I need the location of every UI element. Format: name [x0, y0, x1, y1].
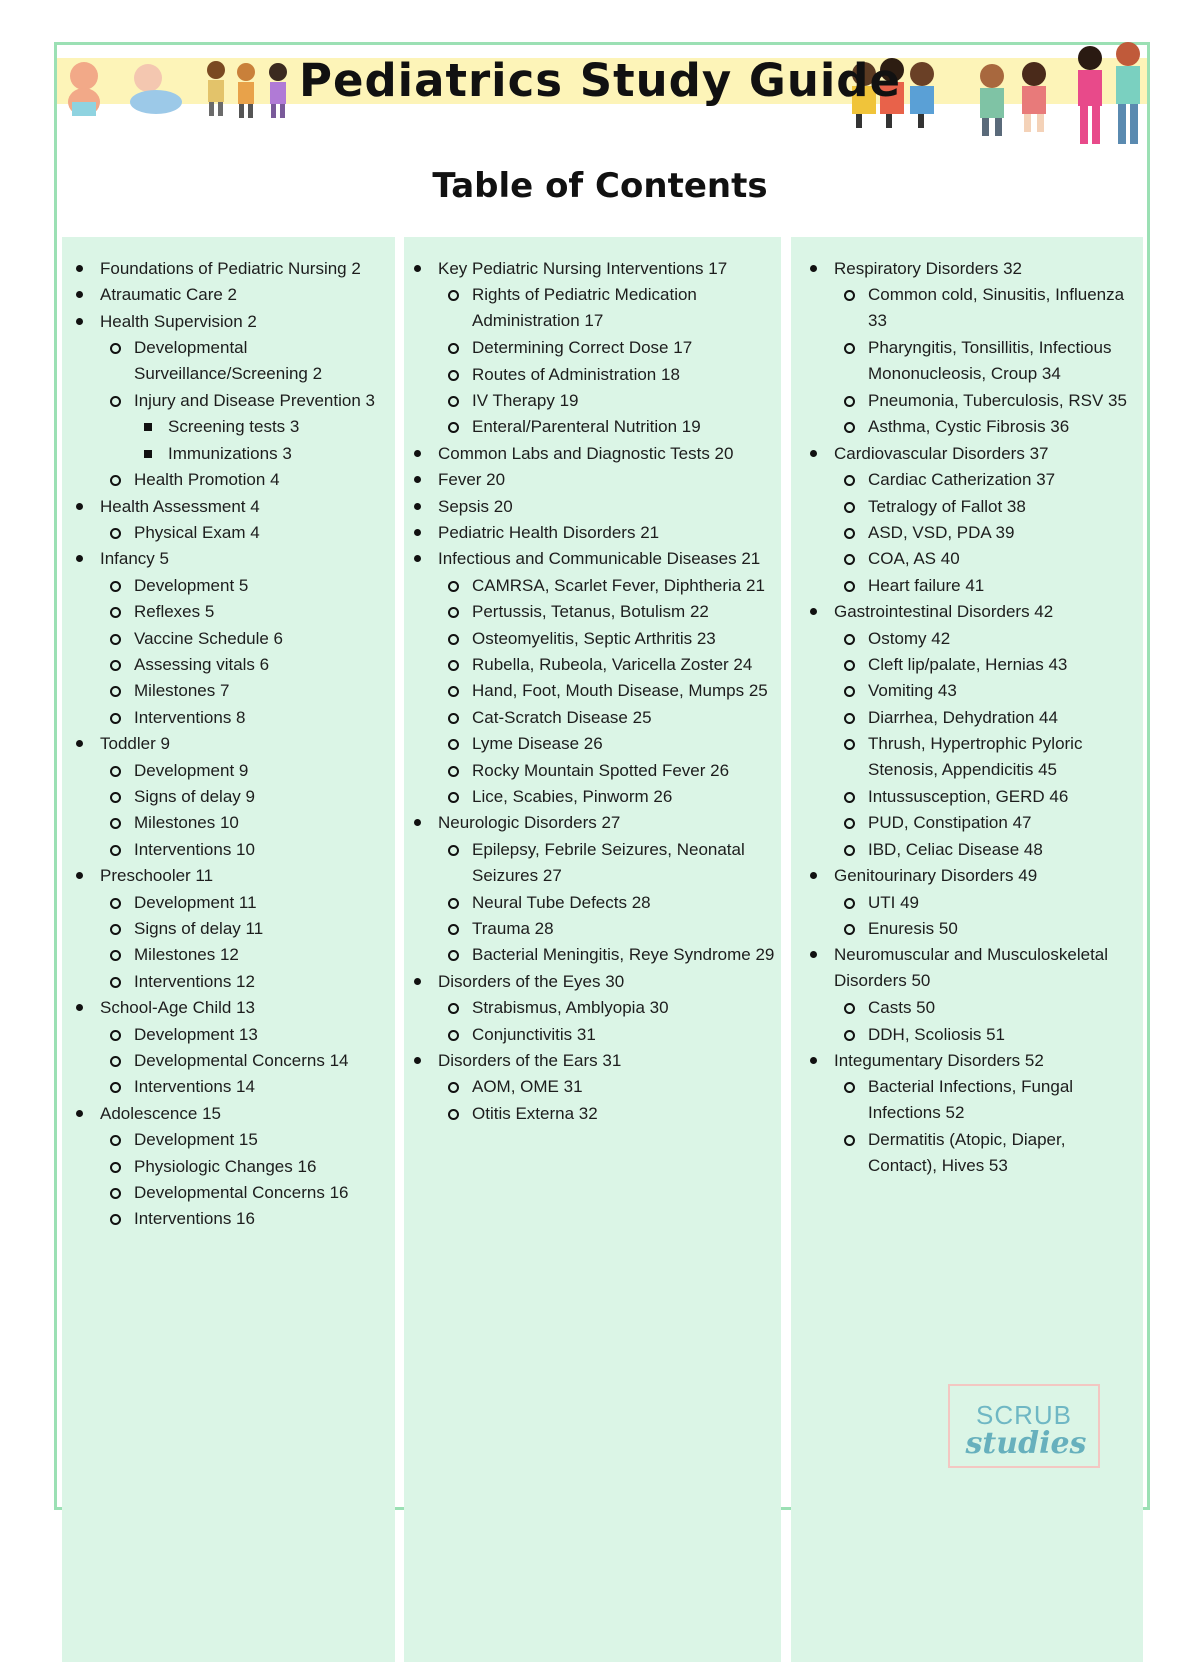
- toc-entry[interactable]: [472, 784, 672, 810]
- toc-entry[interactable]: [100, 863, 213, 889]
- toc-entry-text: Epilepsy, Febrile Seizures, Neonatal: [472, 839, 745, 859]
- toc-entry-text: Rights of Pediatric Medication: [472, 285, 697, 305]
- toc-entry[interactable]: [438, 520, 659, 546]
- toc-entry[interactable]: [472, 758, 729, 784]
- toc-entry[interactable]: [868, 414, 1069, 440]
- toc-entry-text: Development 9: [134, 760, 249, 780]
- toc-entry-text: Reflexes 5: [134, 602, 215, 622]
- toc-entry[interactable]: [168, 414, 299, 440]
- toc-entry-text: Common cold, Sinusitis, Influenza: [868, 285, 1125, 305]
- toc-entry-text: COA, AS 40: [868, 549, 960, 569]
- toc-entry[interactable]: [868, 810, 1031, 836]
- toc-entry-text: Physical Exam 4: [134, 523, 260, 542]
- toc-entry-text: Physiologic Changes 16: [134, 1156, 317, 1176]
- toc-entry[interactable]: [438, 546, 760, 572]
- toc-entry-text: Toddler 9: [100, 734, 170, 754]
- toc-entry[interactable]: [472, 414, 701, 440]
- toc-entry-text: Fever 20: [438, 470, 506, 490]
- toc-entry-text: Lyme Disease 26: [472, 734, 603, 754]
- toc-entry-text: Enuresis 50: [868, 919, 958, 938]
- toc-entry-text-cont: Seizures 27: [472, 865, 562, 885]
- toc-entry-text: Cat-Scratch Disease 25: [472, 707, 652, 727]
- toc-entry[interactable]: [134, 626, 283, 652]
- toc-entry-text: Diarrhea, Dehydration 44: [868, 707, 1058, 727]
- toc-entry-text: Screening tests 3: [168, 417, 300, 437]
- toc-entry-text-cont: Surveillance/Screening 2: [134, 364, 323, 384]
- toc-entry-text: UTI 49: [868, 892, 920, 912]
- logo-line2: studies: [965, 1426, 1087, 1461]
- toc-entry-text: Interventions 14: [134, 1077, 255, 1097]
- toc-entry-text: Atraumatic Care 2: [100, 285, 237, 305]
- toc-entry-text: Casts 50: [868, 998, 936, 1018]
- toc-entry[interactable]: [868, 335, 1111, 387]
- toc-entry[interactable]: [472, 942, 774, 968]
- toc-entry-text: Tetralogy of Fallot 38: [868, 496, 1026, 516]
- toc-entry-text: Interventions 16: [134, 1209, 255, 1229]
- toc-entry[interactable]: [134, 1127, 258, 1153]
- toc-entry[interactable]: [834, 863, 1037, 889]
- toc-entry-text: Gastrointestinal Disorders 42: [834, 602, 1054, 622]
- toc-entry-text: Dermatitis (Atopic, Diaper,: [868, 1130, 1066, 1150]
- toc-entry[interactable]: [834, 441, 1048, 467]
- toc-entry-text: Otitis Externa 32: [472, 1103, 598, 1123]
- toc-entry[interactable]: [868, 1022, 1005, 1048]
- toc-entry[interactable]: [834, 942, 1108, 994]
- toc-entry[interactable]: [868, 1127, 1065, 1179]
- toc-entry-text-cont: Contact), Hives 53: [868, 1156, 1008, 1176]
- toc-entry-text: Disorders of the Eyes 30: [438, 971, 625, 991]
- toc-entry-text: Integumentary Disorders 52: [834, 1051, 1044, 1070]
- toc-entry[interactable]: [868, 890, 919, 916]
- toc-entry-text-cont: Disorders 50: [834, 971, 931, 991]
- toc-entry-text: Intussusception, GERD 46: [868, 787, 1069, 806]
- logo-line1: SCRUB: [975, 1400, 1072, 1430]
- toc-entry[interactable]: [134, 810, 239, 836]
- toc-entry-text: Thrush, Hypertrophic Pyloric: [868, 734, 1083, 754]
- toc-entry[interactable]: [472, 573, 765, 599]
- toc-entry[interactable]: [134, 678, 229, 704]
- toc-entry[interactable]: [472, 705, 652, 731]
- toc-entry-text: IV Therapy 19: [472, 391, 579, 410]
- toc-entry-text: Determining Correct Dose 17: [472, 338, 693, 358]
- toc-entry[interactable]: [100, 1101, 221, 1127]
- toc-entry[interactable]: [438, 441, 733, 467]
- toc-entry[interactable]: [134, 916, 263, 942]
- toc-entry-text: Pneumonia, Tuberculosis, RSV 35: [868, 391, 1127, 410]
- toc-entry[interactable]: [472, 362, 680, 388]
- toc-entry-text: Enteral/Parenteral Nutrition 19: [472, 417, 701, 437]
- toc-entry-text: Sepsis 20: [438, 496, 513, 516]
- toc-entry-text: Interventions 8: [134, 707, 246, 727]
- toc-entry-text: Vomiting 43: [868, 681, 957, 701]
- toc-entry-text: Heart failure 41: [868, 575, 985, 595]
- toc-entry[interactable]: [868, 678, 957, 704]
- toc-entry-text: DDH, Scoliosis 51: [868, 1024, 1005, 1044]
- toc-entry-text: Interventions 12: [134, 971, 255, 991]
- toc-entry[interactable]: [134, 1048, 349, 1074]
- toc-entry-text: Osteomyelitis, Septic Arthritis 23: [472, 628, 716, 648]
- toc-entry-text: Development 13: [134, 1024, 258, 1044]
- toc-entry-text: Rubella, Rubeola, Varicella Zoster 24: [472, 655, 753, 674]
- toc-entry[interactable]: [472, 678, 768, 704]
- toc-entry-text: Vaccine Schedule 6: [134, 628, 284, 648]
- toc-entry-text: Asthma, Cystic Fibrosis 36: [868, 417, 1070, 437]
- toc-entry[interactable]: [868, 467, 1055, 493]
- toc-entry[interactable]: [134, 758, 248, 784]
- toc-entry[interactable]: [868, 784, 1068, 810]
- toc-entry-text: Milestones 12: [134, 945, 239, 965]
- toc-entry[interactable]: [100, 494, 260, 520]
- toc-entry-text: Assessing vitals 6: [134, 655, 270, 674]
- toc-entry-text: Key Pediatric Nursing Interventions 17: [438, 259, 728, 278]
- toc-entry-text: Development 15: [134, 1130, 258, 1150]
- toc-entry-text-cont: 33: [868, 311, 887, 331]
- toc-entry[interactable]: [868, 626, 950, 652]
- toc-entry[interactable]: [868, 388, 1127, 414]
- toc-entry-text: Signs of delay 9: [134, 787, 255, 806]
- toc-entry[interactable]: [472, 1101, 598, 1127]
- toc-entry[interactable]: [134, 705, 246, 731]
- toc-entry[interactable]: [868, 573, 984, 599]
- toc-entry[interactable]: [134, 573, 248, 599]
- toc-entry[interactable]: [100, 546, 169, 572]
- toc-entry-text: Health Promotion 4: [134, 470, 280, 490]
- toc-entry[interactable]: [834, 1048, 1044, 1074]
- toc-entry[interactable]: [134, 837, 255, 863]
- toc-entry-text: CAMRSA, Scarlet Fever, Diphtheria 21: [472, 575, 765, 595]
- toc-entry-text: Neuromuscular and Musculoskeletal: [834, 945, 1109, 965]
- toc-entry-text: Adolescence 15: [100, 1103, 221, 1123]
- toc-entry[interactable]: [472, 1022, 596, 1048]
- toc-entry[interactable]: [100, 995, 255, 1021]
- toc-entry-text: Neurologic Disorders 27: [438, 813, 621, 833]
- toc-entry-text: Developmental Concerns 16: [134, 1183, 349, 1202]
- toc-entry[interactable]: [134, 599, 214, 625]
- toc-entry-text: Hand, Foot, Mouth Disease, Mumps 25: [472, 681, 768, 701]
- toc-entry-text: Genitourinary Disorders 49: [834, 866, 1038, 886]
- toc-entry-text: Routes of Administration 18: [472, 364, 680, 384]
- toc-entry-text: Preschooler 11: [100, 866, 214, 886]
- page-title: Pediatrics Study Guide: [298, 54, 902, 107]
- toc-entry-text: Interventions 10: [134, 839, 255, 859]
- toc-entry[interactable]: [134, 388, 375, 414]
- toc-entry-text: Lice, Scabies, Pinworm 26: [472, 787, 673, 806]
- toc-entry[interactable]: [834, 599, 1053, 625]
- toc-entry[interactable]: [834, 256, 1022, 282]
- toc-entry-text-cont: Infections 52: [868, 1103, 965, 1123]
- toc-entry-text: Respiratory Disorders 32: [834, 259, 1023, 278]
- toc-entry[interactable]: [868, 282, 1124, 334]
- toc-entry-text: Rocky Mountain Spotted Fever 26: [472, 760, 730, 780]
- toc-entry[interactable]: [438, 256, 727, 282]
- toc-entry-text-cont: Stenosis, Appendicitis 45: [868, 760, 1058, 780]
- toc-entry[interactable]: [134, 969, 255, 995]
- toc-entry[interactable]: [438, 969, 624, 995]
- toc-entry-text-cont: Mononucleosis, Croup 34: [868, 364, 1061, 384]
- toc-entry-text: Milestones 10: [134, 813, 239, 833]
- toc-entry[interactable]: [438, 494, 513, 520]
- toc-entry[interactable]: [134, 942, 239, 968]
- toc-entry[interactable]: [134, 890, 257, 916]
- toc-entry[interactable]: [100, 256, 361, 282]
- toc-entry[interactable]: [868, 731, 1082, 783]
- toc-heading: Table of Contents: [432, 166, 768, 206]
- toc-entry-text: Cleft lip/palate, Hernias 43: [868, 655, 1068, 674]
- toc-entry-text: Infectious and Communicable Diseases 21: [438, 549, 761, 569]
- toc-entry[interactable]: [438, 810, 620, 836]
- toc-entry[interactable]: [472, 282, 697, 334]
- toc-entry-text: Conjunctivitis 31: [472, 1024, 596, 1044]
- toc-entry-text: PUD, Constipation 47: [868, 813, 1032, 833]
- toc-entry[interactable]: [438, 467, 505, 493]
- toc-entry[interactable]: [472, 626, 716, 652]
- toc-entry-text: Foundations of Pediatric Nursing 2: [100, 259, 361, 278]
- toc-entry-text: Trauma 28: [472, 919, 554, 938]
- toc-entry[interactable]: [134, 1206, 255, 1232]
- toc-entry[interactable]: [100, 282, 237, 308]
- toc-entry-text: IBD, Celiac Disease 48: [868, 839, 1043, 859]
- toc-entry-text: AOM, OME 31: [472, 1077, 583, 1097]
- toc-entry-text: Developmental Concerns 14: [134, 1051, 349, 1070]
- toc-entry-text: Developmental: [134, 338, 248, 358]
- toc-entry-text: School-Age Child 13: [100, 998, 255, 1018]
- toc-entry[interactable]: [472, 837, 745, 889]
- toc-entry-text: Development 11: [134, 892, 257, 912]
- toc-entry[interactable]: [472, 388, 578, 414]
- toc-entry[interactable]: [134, 784, 255, 810]
- toc-entry-text: Health Supervision 2: [100, 311, 257, 331]
- toc-entry[interactable]: [134, 1154, 316, 1180]
- toc-entry-text: Cardiac Catherization 37: [868, 470, 1056, 490]
- toc-entry[interactable]: [438, 1048, 621, 1074]
- toc-entry[interactable]: [472, 916, 554, 942]
- toc-entry[interactable]: [472, 1074, 583, 1100]
- toc-entry[interactable]: [472, 731, 603, 757]
- toc-entry[interactable]: [134, 335, 322, 387]
- toc-entry[interactable]: [134, 1074, 255, 1100]
- toc-entry[interactable]: [868, 916, 958, 942]
- toc-entry[interactable]: [868, 520, 1014, 546]
- toc-entry[interactable]: [100, 309, 257, 335]
- toc-entry-text: Strabismus, Amblyopia 30: [472, 998, 669, 1018]
- toc-entry-text: Ostomy 42: [868, 628, 951, 648]
- toc-entry[interactable]: [868, 705, 1058, 731]
- toc-entry-text: Signs of delay 11: [134, 919, 264, 938]
- toc-entry[interactable]: [168, 441, 292, 467]
- toc-entry-text: Common Labs and Diagnostic Tests 20: [438, 443, 734, 463]
- toc-entry[interactable]: [134, 1022, 258, 1048]
- toc-entry-text: Injury and Disease Prevention 3: [134, 391, 375, 410]
- toc-entry-text: Pertussis, Tetanus, Botulism 22: [472, 602, 709, 622]
- toc-entry-text: Immunizations 3: [168, 443, 292, 463]
- toc-entry-text: Pediatric Health Disorders 21: [438, 523, 660, 542]
- toc-entry-text: Cardiovascular Disorders 37: [834, 443, 1049, 463]
- toc-entry-text: Development 5: [134, 575, 249, 595]
- toc-entry[interactable]: [134, 652, 269, 678]
- toc-entry[interactable]: [868, 1074, 1073, 1126]
- toc-entry[interactable]: [134, 520, 260, 546]
- toc-entry[interactable]: [868, 494, 1026, 520]
- toc-entry[interactable]: [100, 731, 170, 757]
- toc-entry-text: Bacterial Meningitis, Reye Syndrome 29: [472, 945, 775, 965]
- toc-entry-text: ASD, VSD, PDA 39: [868, 523, 1015, 542]
- toc-entry[interactable]: [472, 599, 709, 625]
- toc-entry-text-cont: Administration 17: [472, 311, 604, 331]
- toc-entry-text: Milestones 7: [134, 681, 230, 701]
- toc-entry[interactable]: [472, 335, 692, 361]
- toc-entry-text: Disorders of the Ears 31: [438, 1051, 622, 1070]
- toc-entry[interactable]: [868, 652, 1067, 678]
- toc-entry[interactable]: [472, 995, 669, 1021]
- toc-entry-text: Neural Tube Defects 28: [472, 892, 651, 912]
- toc-entry-text: Pharyngitis, Tonsillitis, Infectious: [868, 338, 1112, 358]
- toc-entry-text: Health Assessment 4: [100, 496, 260, 516]
- toc-entry[interactable]: [868, 837, 1043, 863]
- toc-entry[interactable]: [472, 652, 752, 678]
- toc-entry[interactable]: [868, 546, 960, 572]
- toc-entry[interactable]: [134, 1180, 349, 1206]
- toc-entry[interactable]: [472, 890, 651, 916]
- toc-entry-text: Infancy 5: [100, 549, 169, 569]
- scrub-studies-logo: [948, 1384, 1100, 1468]
- toc-entry[interactable]: [868, 995, 935, 1021]
- toc-entry-text: Bacterial Infections, Fungal: [868, 1077, 1074, 1097]
- toc-entry[interactable]: [134, 467, 280, 493]
